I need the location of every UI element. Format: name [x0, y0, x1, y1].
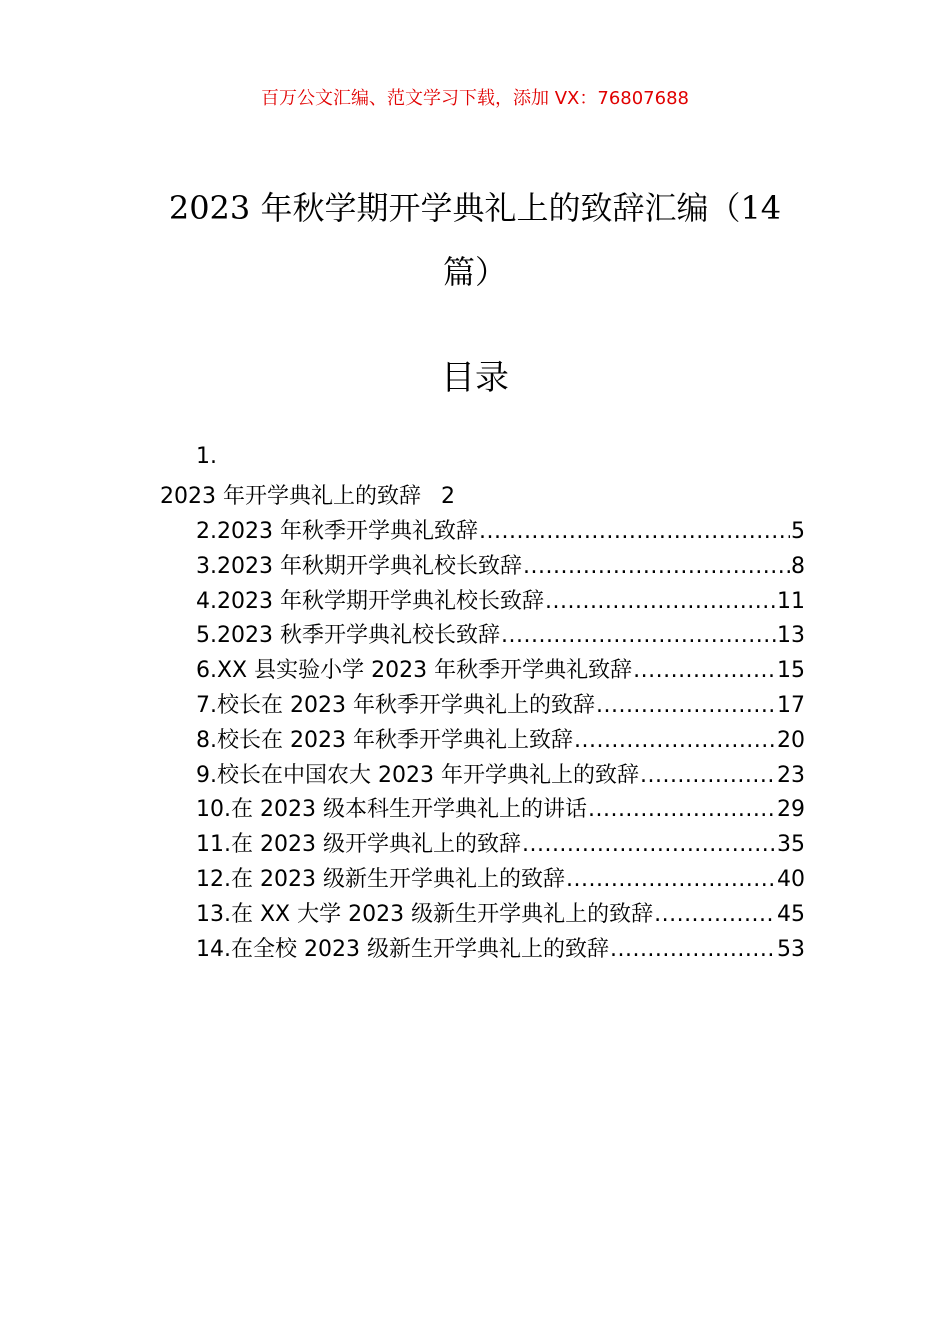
toc-entry-page: 13	[777, 623, 805, 649]
dot-leader	[566, 867, 776, 892]
toc-entry[interactable]	[196, 827, 805, 862]
title-line-1: 2023 年秋学期开学典礼上的致辞汇编（14	[168, 189, 782, 227]
toc-entry[interactable]	[196, 514, 805, 549]
toc-entry-1-text: 2023 年开学典礼上的致辞	[160, 484, 421, 509]
toc-entry-page: 15	[777, 658, 805, 684]
dot-leader	[523, 554, 790, 579]
toc-entry[interactable]	[196, 688, 805, 723]
toc-entry-1-number: 1.	[196, 444, 217, 469]
document-title	[100, 176, 850, 304]
toc-entry-text: 10.在 2023 级本科生开学典礼上的讲话	[196, 797, 587, 823]
dot-leader	[588, 797, 776, 822]
toc-entry-page: 17	[777, 692, 805, 718]
toc-entry-text: 9.校长在中国农大 2023 年开学典礼上的致辞	[196, 762, 639, 788]
toc-entry-1-page: 2	[440, 484, 455, 509]
toc-entry-text: 13.在 XX 大学 2023 级新生开学典礼上的致辞	[196, 901, 654, 927]
toc-entry-text: 3.2023 年秋期开学典礼校长致辞	[196, 553, 522, 579]
toc-entry-page: 40	[777, 866, 805, 892]
toc-entry-text: 11.在 2023 级开学典礼上的致辞	[196, 832, 521, 858]
toc-entry-1[interactable]	[160, 479, 455, 510]
toc-entry[interactable]	[196, 932, 805, 967]
toc-entry[interactable]	[196, 584, 805, 619]
dot-leader	[640, 763, 776, 788]
title-line-2: 篇）	[442, 253, 507, 291]
dot-leader	[610, 937, 776, 962]
banner-text: 百万公文汇编、范文学习下载，添加 VX：76807688	[261, 88, 689, 109]
dot-leader	[596, 693, 776, 718]
dot-leader	[633, 658, 776, 683]
toc-entry[interactable]	[196, 723, 805, 758]
toc-entry-text: 6.XX 县实验小学 2023 年秋季开学典礼致辞	[196, 658, 633, 684]
toc-entry-text: 14.在全校 2023 级新生开学典礼上的致辞	[196, 936, 609, 962]
dot-leader	[574, 728, 776, 753]
dot-leader	[479, 519, 790, 544]
toc-entry-page: 35	[777, 832, 805, 858]
toc-entry-page: 5	[791, 519, 805, 544]
toc-list	[196, 514, 805, 966]
toc-entry-page: 8	[791, 553, 805, 579]
toc-entry[interactable]	[196, 897, 805, 932]
toc-entry-text: 4.2023 年秋学期开学典礼校长致辞	[196, 588, 544, 614]
toc-entry-page: 45	[777, 901, 805, 927]
toc-entry[interactable]	[196, 653, 805, 688]
toc-entry[interactable]	[196, 618, 805, 653]
toc-entry-page: 11	[777, 588, 805, 614]
toc-entry[interactable]	[196, 758, 805, 793]
toc-entry-page: 20	[777, 727, 805, 753]
dot-leader	[501, 623, 776, 648]
dot-leader	[654, 902, 776, 927]
toc-entry[interactable]	[196, 549, 805, 584]
toc-entry-page: 53	[777, 936, 805, 962]
toc-entry-text: 5.2023 秋季开学典礼校长致辞	[196, 623, 500, 649]
toc-entry[interactable]	[196, 862, 805, 897]
toc-entry-page: 29	[777, 797, 805, 823]
toc-entry-page: 23	[777, 762, 805, 788]
toc-entry-text: 8.校长在 2023 年秋季开学典礼上致辞	[196, 727, 573, 753]
toc-entry-text: 2.2023 年秋季开学典礼致辞	[196, 519, 478, 544]
toc-entry-text: 12.在 2023 级新生开学典礼上的致辞	[196, 866, 565, 892]
toc-heading: 目录	[441, 358, 509, 398]
toc-entry-text: 7.校长在 2023 年秋季开学典礼上的致辞	[196, 692, 595, 718]
dot-leader	[522, 832, 776, 857]
toc-entry[interactable]	[196, 792, 805, 827]
dot-leader	[545, 589, 776, 614]
